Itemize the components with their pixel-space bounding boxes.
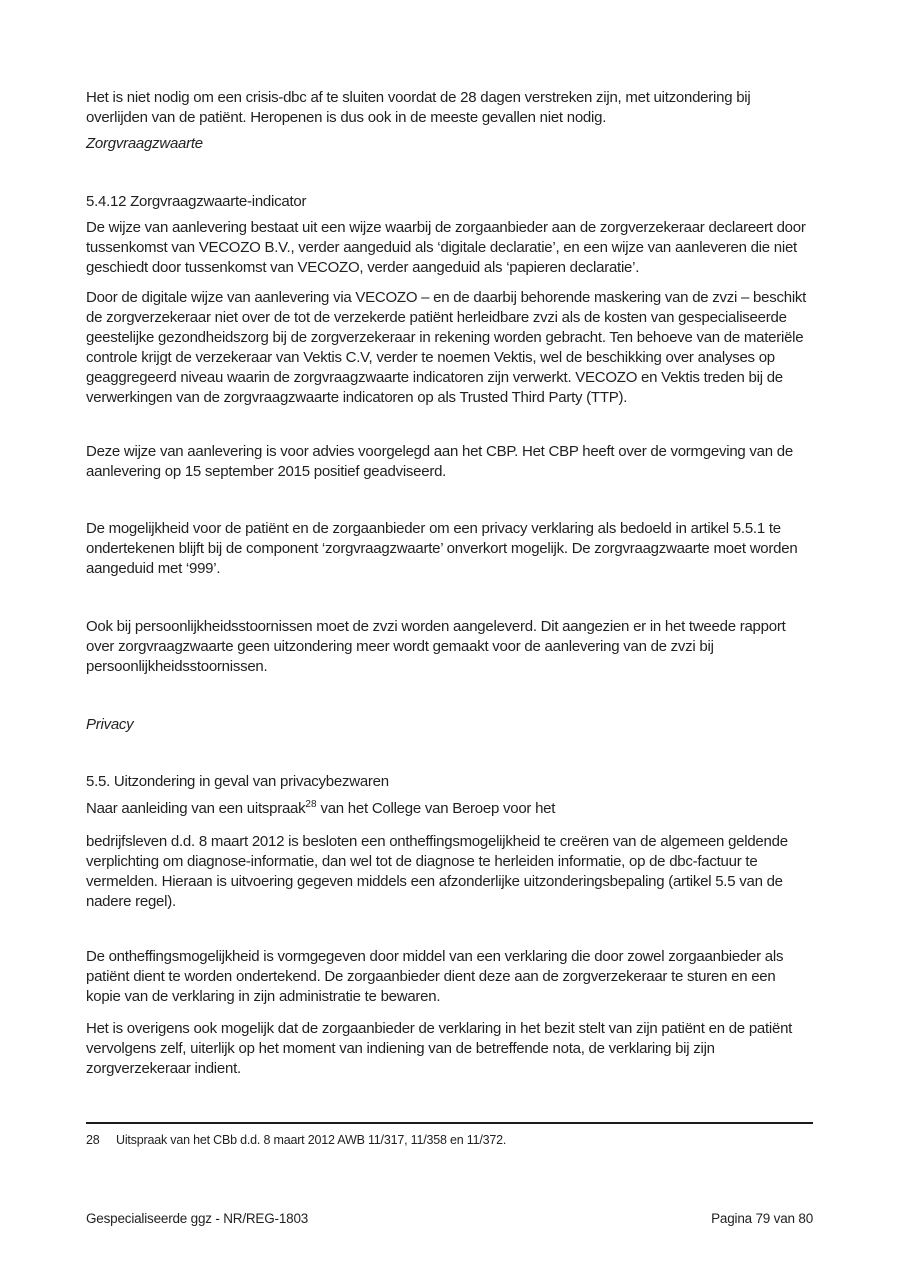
footnote-text: Uitspraak van het CBb d.d. 8 maart 2012 AWB 11/317, 11/358 en 11/372. [116,1133,507,1147]
paragraph-persoonlijkheidsstoornissen: Ook bij persoonlijkheidsstoornissen moet de zvzi worden aangeleverd. Dit aangezien er in het tweede rapport over zorgvraagzwaarte geen uitzondering meer wordt gemaakt voor de aanlevering van de zvzi bij persoonlijkheidsstoornissen. [86,618,786,675]
paragraph-digitale-aanlevering: Door de digitale wijze van aanlevering via VECOZO – en de daarbij behorende maskering van de zvzi – beschikt de zorgverzekeraar niet over de tot de verzekerde patiënt herleidbare zvzi als de kosten van gespecialiseerde geestelijke gezondheidszorg bij de zorgverzekeraar in rekening worden gebracht. Ten behoeve van de materiële controle krijgt de verzekeraar van Vektis C.V, verder te noemen Vektis, wel de beschikking over analyses op geaggregeerd niveau waarin de zorgvraagzwaarte indicatoren zijn verwerkt. VECOZO en Vektis treden bij de verwerkingen van de zorgvraagzwaarte indicatoren op als Trusted Third Party (TTP). [86,289,807,406]
paragraph-privacy-verklaring: De mogelijkheid voor de patiënt en de zorgaanbieder om een privacy verklaring als bedoeld in artikel 5.5.1 te ondertekenen blijft bij de component ‘zorgvraagzwaarte’ onverkort mogelijk. De zorgvraagzwaarte moet worden aangeduid met ‘999’. [86,520,798,577]
paragraph-ontheffingsmogelijkheid: De ontheffingsmogelijkheid is vormgegeven door middel van een verklaring die door zowel zorgaanbieder als patiënt dient te worden ondertekend. De zorgaanbieder dient deze aan de zorgverzekeraar te sturen en een kopie van de verklaring in zijn administratie te bewaren. [86,948,784,1005]
paragraph-cbp-advies: Deze wijze van aanlevering is voor advies voorgelegd aan het CBP. Het CBP heeft over de vormgeving van de aanlevering op 15 september 2015 positief geadviseerd. [86,443,793,480]
page-footer [86,1210,813,1228]
footnote-reference-28: 28 [305,799,317,810]
section-heading-5-4-12: 5.4.12 Zorgvraagzwaarte-indicator [86,193,307,210]
footnote-number: 28 [86,1133,100,1147]
paragraph-intro: Het is niet nodig om een crisis-dbc af te sluiten voordat de 28 dagen verstreken zijn, met uitzondering bij overlijden van de patiënt. Heropenen is dus ook in de meeste gevallen niet nodig. [86,89,751,126]
paragraph-wijze-van-aanlevering: De wijze van aanlevering bestaat uit een wijze waarbij de zorgaanbieder aan de zorgverzekeraar declareert door tussenkomst van VECOZO B.V., verder aangeduid als ‘digitale declaratie’, en een wijze van aanleveren die niet geschiedt door tussenkomst van VECOZO, verder aangeduid als ‘papieren declaratie’. [86,219,806,276]
section-heading-5-5: 5.5. Uitzondering in geval van privacybezwaren [86,773,389,790]
paragraph-bedrijfsleven: bedrijfsleven d.d. 8 maart 2012 is besloten een ontheffingsmogelijkheid te creëren van de algemeen geldende verplichting om diagnose-informatie, dan wel tot de diagnose te herleiden informatie, op de dbc-factuur te vermelden. Hieraan is uitvoering gegeven middels een afzonderlijke uitzonderingsbepaling (artikel 5.5 van de nadere regel). [86,833,788,910]
uitspraak-text-after: van het College van Beroep voor het [316,800,556,817]
italic-label-zorgvraagzwaarte: Zorgvraagzwaarte [86,135,203,152]
footnote-divider-rule [86,1122,813,1124]
uitspraak-text-before: Naar aanleiding van een uitspraak [86,800,306,817]
paragraph-uitspraak [86,799,813,819]
footer-page-number: Pagina 79 van 80 [711,1211,813,1226]
footnote-28 [86,1132,813,1148]
footer-document-title: Gespecialiseerde ggz - NR/REG-1803 [86,1211,309,1226]
paragraph-overigens: Het is overigens ook mogelijk dat de zorgaanbieder de verklaring in het bezit stelt van zijn patiënt en de patiënt vervolgens zelf, uiterlijk op het moment van indiening van de betreffende nota, de verklaring bij zijn zorgverzekeraar indient. [86,1020,793,1077]
italic-label-privacy: Privacy [86,716,134,733]
